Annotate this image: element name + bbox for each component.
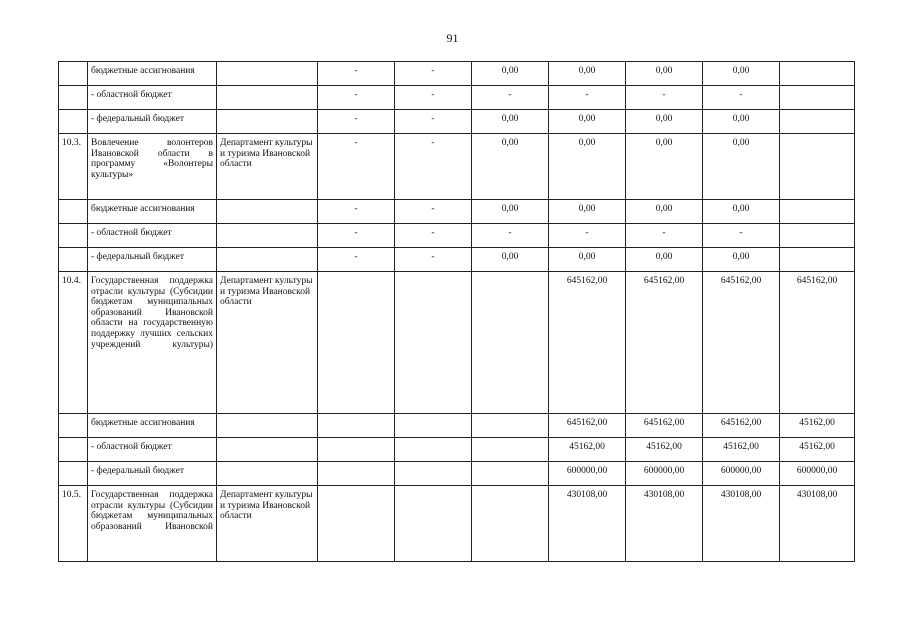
row-index bbox=[59, 110, 88, 134]
cell-col4: 645162,00 bbox=[549, 414, 626, 438]
cell-col1: - bbox=[318, 200, 395, 224]
cell-col1: - bbox=[318, 110, 395, 134]
cell-col7 bbox=[780, 248, 855, 272]
cell-col5: - bbox=[626, 86, 703, 110]
cell-col2 bbox=[395, 438, 472, 462]
cell-col1: - bbox=[318, 224, 395, 248]
cell-col4: 430108,00 bbox=[549, 486, 626, 562]
row-name: Вовлечение волонтеров Ивановской области в программу «Волонтеры культуры» bbox=[88, 134, 217, 200]
cell-col2 bbox=[395, 272, 472, 414]
cell-col7 bbox=[780, 134, 855, 200]
row-name: бюджетные ассигнования bbox=[88, 200, 217, 224]
cell-col2: - bbox=[395, 224, 472, 248]
row-name: - областной бюджет bbox=[88, 86, 217, 110]
cell-col5: 645162,00 bbox=[626, 414, 703, 438]
cell-col3: 0,00 bbox=[472, 110, 549, 134]
row-name: бюджетные ассигнования bbox=[88, 414, 217, 438]
cell-col1: - bbox=[318, 248, 395, 272]
cell-col3: 0,00 bbox=[472, 200, 549, 224]
cell-col2 bbox=[395, 486, 472, 562]
cell-col2 bbox=[395, 462, 472, 486]
row-name: - областной бюджет bbox=[88, 438, 217, 462]
row-index bbox=[59, 224, 88, 248]
cell-col4: 0,00 bbox=[549, 248, 626, 272]
cell-col7: 430108,00 bbox=[780, 486, 855, 562]
table-row bbox=[59, 248, 855, 272]
cell-col5: 45162,00 bbox=[626, 438, 703, 462]
cell-col2: - bbox=[395, 110, 472, 134]
cell-col4: 645162,00 bbox=[549, 272, 626, 414]
table-row bbox=[59, 62, 855, 86]
cell-col4: - bbox=[549, 224, 626, 248]
row-index bbox=[59, 200, 88, 224]
cell-col4: 0,00 bbox=[549, 200, 626, 224]
cell-col4: 0,00 bbox=[549, 134, 626, 200]
cell-col6: - bbox=[703, 86, 780, 110]
row-department: Департамент культуры и туризма Ивановской области bbox=[217, 134, 318, 200]
row-department bbox=[217, 248, 318, 272]
row-department bbox=[217, 462, 318, 486]
row-name: Государственная поддержка отрасли культуры (Субсидии бюджетам муниципальных образований Ивановской области на государственную поддержку лучших сельских учреждений культуры) bbox=[88, 272, 217, 414]
row-department bbox=[217, 438, 318, 462]
cell-col6: 0,00 bbox=[703, 200, 780, 224]
table-row bbox=[59, 224, 855, 248]
cell-col3: 0,00 bbox=[472, 248, 549, 272]
table-row bbox=[59, 86, 855, 110]
cell-col7: 45162,00 bbox=[780, 414, 855, 438]
cell-col6: - bbox=[703, 224, 780, 248]
cell-col1 bbox=[318, 414, 395, 438]
cell-col4: 0,00 bbox=[549, 62, 626, 86]
row-department bbox=[217, 62, 318, 86]
cell-col4: 0,00 bbox=[549, 110, 626, 134]
cell-col5: 0,00 bbox=[626, 110, 703, 134]
row-index: 10.3. bbox=[59, 134, 88, 200]
cell-col1: - bbox=[318, 86, 395, 110]
row-department bbox=[217, 224, 318, 248]
row-index bbox=[59, 414, 88, 438]
cell-col7: 45162,00 bbox=[780, 438, 855, 462]
table-row bbox=[59, 414, 855, 438]
cell-col6: 645162,00 bbox=[703, 414, 780, 438]
cell-col7 bbox=[780, 110, 855, 134]
cell-col3 bbox=[472, 272, 549, 414]
cell-col3: - bbox=[472, 86, 549, 110]
cell-col6: 0,00 bbox=[703, 134, 780, 200]
row-index: 10.4. bbox=[59, 272, 88, 414]
cell-col6: 45162,00 bbox=[703, 438, 780, 462]
row-department bbox=[217, 414, 318, 438]
budget-table bbox=[58, 61, 855, 562]
cell-col7: 600000,00 bbox=[780, 462, 855, 486]
cell-col5: - bbox=[626, 224, 703, 248]
row-name: - федеральный бюджет bbox=[88, 248, 217, 272]
cell-col7: 645162,00 bbox=[780, 272, 855, 414]
cell-col5: 0,00 bbox=[626, 134, 703, 200]
table-row bbox=[59, 272, 855, 414]
cell-col7 bbox=[780, 200, 855, 224]
table-row bbox=[59, 134, 855, 200]
row-index bbox=[59, 438, 88, 462]
row-index bbox=[59, 86, 88, 110]
cell-col6: 430108,00 bbox=[703, 486, 780, 562]
row-department: Департамент культуры и туризма Ивановской области bbox=[217, 272, 318, 414]
row-index bbox=[59, 62, 88, 86]
cell-col4: 45162,00 bbox=[549, 438, 626, 462]
cell-col7 bbox=[780, 62, 855, 86]
cell-col3 bbox=[472, 438, 549, 462]
cell-col7 bbox=[780, 224, 855, 248]
cell-col2: - bbox=[395, 62, 472, 86]
cell-col6: 600000,00 bbox=[703, 462, 780, 486]
table-row bbox=[59, 200, 855, 224]
row-department bbox=[217, 86, 318, 110]
cell-col2 bbox=[395, 414, 472, 438]
table-row bbox=[59, 462, 855, 486]
cell-col4: 600000,00 bbox=[549, 462, 626, 486]
row-name: - областной бюджет bbox=[88, 224, 217, 248]
table-row bbox=[59, 486, 855, 562]
cell-col1: - bbox=[318, 134, 395, 200]
page-number: 91 bbox=[446, 31, 459, 45]
cell-col3: 0,00 bbox=[472, 62, 549, 86]
table-body bbox=[59, 62, 855, 562]
cell-col3 bbox=[472, 486, 549, 562]
row-index: 10.5. bbox=[59, 486, 88, 562]
cell-col7 bbox=[780, 86, 855, 110]
cell-col5: 0,00 bbox=[626, 200, 703, 224]
row-name: бюджетные ассигнования bbox=[88, 62, 217, 86]
row-index bbox=[59, 462, 88, 486]
cell-col2: - bbox=[395, 248, 472, 272]
table-row bbox=[59, 438, 855, 462]
cell-col1: - bbox=[318, 62, 395, 86]
cell-col5: 0,00 bbox=[626, 248, 703, 272]
cell-col5: 430108,00 bbox=[626, 486, 703, 562]
table-row bbox=[59, 110, 855, 134]
cell-col2: - bbox=[395, 200, 472, 224]
cell-col3: - bbox=[472, 224, 549, 248]
cell-col6: 0,00 bbox=[703, 62, 780, 86]
row-department bbox=[217, 200, 318, 224]
cell-col2: - bbox=[395, 134, 472, 200]
cell-col1 bbox=[318, 272, 395, 414]
cell-col2: - bbox=[395, 86, 472, 110]
cell-col5: 0,00 bbox=[626, 62, 703, 86]
cell-col1 bbox=[318, 486, 395, 562]
cell-col6: 0,00 bbox=[703, 110, 780, 134]
row-name: - федеральный бюджет bbox=[88, 462, 217, 486]
cell-col6: 645162,00 bbox=[703, 272, 780, 414]
row-name: Государственная поддержка отрасли культуры (Субсидии бюджетам муниципальных образований Ивановской bbox=[88, 486, 217, 562]
cell-col6: 0,00 bbox=[703, 248, 780, 272]
cell-col5: 600000,00 bbox=[626, 462, 703, 486]
row-department: Департамент культуры и туризма Ивановской области bbox=[217, 486, 318, 562]
cell-col3 bbox=[472, 462, 549, 486]
cell-col1 bbox=[318, 438, 395, 462]
row-index bbox=[59, 248, 88, 272]
cell-col4: - bbox=[549, 86, 626, 110]
cell-col1 bbox=[318, 462, 395, 486]
cell-col3: 0,00 bbox=[472, 134, 549, 200]
row-name: - федеральный бюджет bbox=[88, 110, 217, 134]
cell-col3 bbox=[472, 414, 549, 438]
cell-col5: 645162,00 bbox=[626, 272, 703, 414]
row-department bbox=[217, 110, 318, 134]
